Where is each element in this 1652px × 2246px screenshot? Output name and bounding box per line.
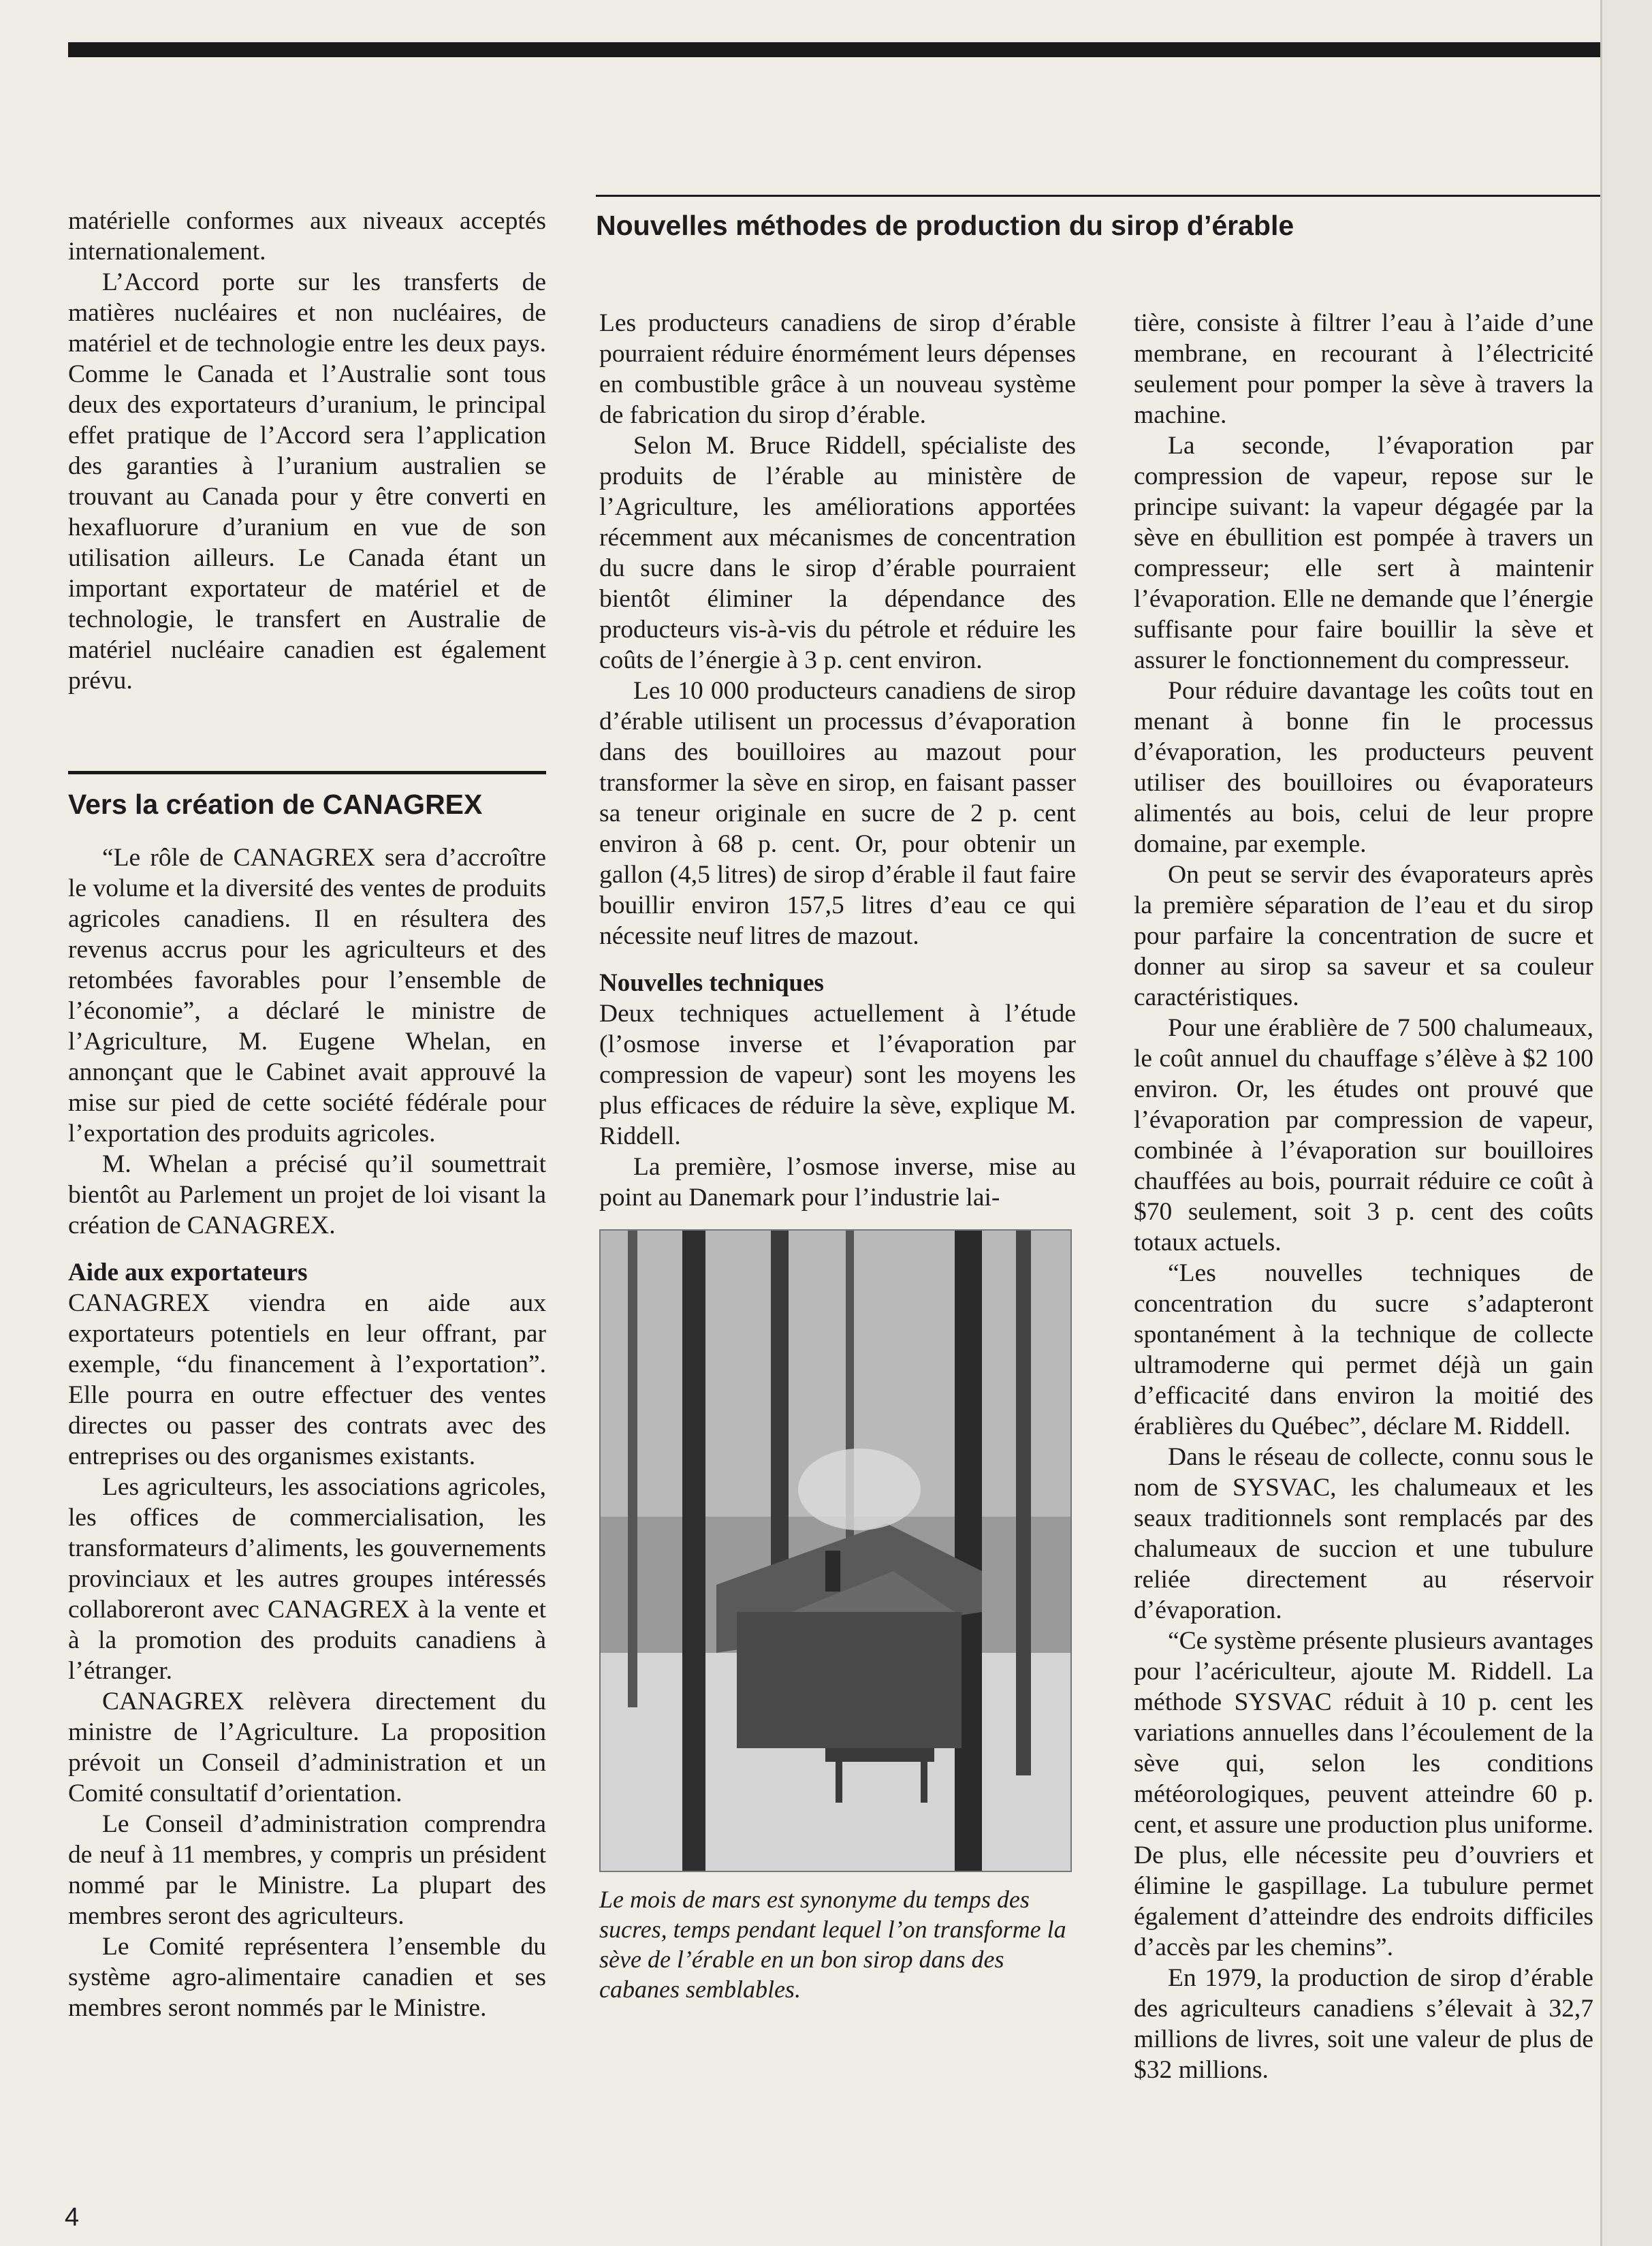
canagrex-paragraph: Les agriculteurs, les associations agricoles, les offices de commercialisation, les transformateurs d’aliments, les gouvernements provinciaux et les autres groupes intéressés collaboreront avec CANAGREX à la vente et à la promotion des produits canadiens à l’étranger. [68,1473,546,1685]
sirop-paragraph: La première, l’osmose inverse, mise au point au Danemark pour l’industrie lai- [599,1153,1076,1212]
sugar-shack-illustration [601,1231,1070,1871]
canagrex-subhead: Aide aux exportateurs [68,1259,308,1286]
sirop-paragraph: Pour réduire davantage les coûts tout en menant à bonne fin le processus d’évaporation, les producteurs peuvent utiliser des bouilloires ou évaporateurs alimentés au bois, celui de leur propre domaine, par exemple. [1134,677,1593,858]
sirop-paragraph: La seconde, l’évaporation par compression de vapeur, repose sur le principe suivant: la vapeur dégagée par la sève en ébullition est pompée à travers un compresseur; elle sert à maintenir l’évaporation. Elle ne demande que l’énergie suffisante pour faire bouillir la sève et assurer le fonctionnement du compresseur. [1134,432,1593,674]
canagrex-paragraph: “Le rôle de CANAGREX sera d’accroître le volume et la diversité des ventes de produits agricoles canadiens. Il en résultera des revenus accrus pour les agriculteurs et des retombées favorables pour l’ensemble de l’économie”, a déclaré le ministre de l’Agriculture, M. Eugene Whelan, en annonçant que le Cabinet avait approuvé la mise sur pied de cette société fédérale pour l’exportation des produits agricoles. [68,844,546,1148]
sirop-paragraph: En 1979, la production de sirop d’érable des agriculteurs canadiens s’élevait à 32,7 millions de livres, soit une valeur de plus de $32 millions. [1134,1964,1593,2084]
sirop-paragraph: Selon M. Bruce Riddell, spécialiste des produits de l’érable au ministère de l’Agriculture, les améliorations apportées récemment aux mécanismes de concentration du sucre dans le sirop d’érable pourraient bientôt éliminer la dépendance des producteurs vis-à-vis du pétrole et réduire les coûts de l’énergie à 3 p. cent environ. [599,432,1076,674]
sirop-paragraph: “Les nouvelles techniques de concentration du sucre s’adapteront spontanément à la technique de collecte ultramoderne qui permet déjà un gain d’efficacité dans environ la moitié des érablières du Québec”, déclare M. Riddell. [1134,1259,1593,1440]
intro-paragraph: matérielle conformes aux niveaux acceptés internationalement. [68,207,546,266]
canagrex-paragraph: CANAGREX viendra en aide aux exportateurs potentiels en leur offrant, par exemple, “du financement à l’exportation”. Elle pourra en outre effectuer des ventes directes ou passer des contrats avec des entreprises ou des organismes existants. [68,1289,546,1470]
section-rule [68,771,546,774]
left-column [68,206,546,2023]
sirop-paragraph: Deux techniques actuellement à l’étude (l’osmose inverse et l’évaporation par compression de vapeur) sont les moyens les plus efficaces de réduire la sève, explique M. Riddell. [599,1000,1076,1150]
sirop-paragraph: Les 10 000 producteurs canadiens de sirop d’érable utilisent un processus d’évaporation dans des bouilloires au mazout pour transformer la sève en sirop, en faisant passer sa teneur originale en sucre de 2 p. cent environ à 68 p. cent. Or, pour obtenir un gallon (4,5 litres) de sirop d’érable il faut faire bouillir environ 157,5 litres d’eau ce qui nécessite neuf litres de mazout. [599,677,1076,950]
sirop-column-2 [1134,308,1593,2085]
sirop-paragraph: On peut se servir des évaporateurs après la première séparation de l’eau et du sirop pour parfaire la concentration de sucre et donner au sirop sa saveur et sa couleur caractéristiques. [1134,861,1593,1011]
sirop-subhead: Nouvelles techniques [599,969,824,997]
section-rule [596,195,1600,197]
page-number: 4 [65,2203,80,2232]
sirop-header [596,195,1600,242]
intro-section [68,206,546,696]
header-rule [68,42,1600,57]
sirop-column-1 [599,308,1076,2004]
sirop-paragraph: “Ce système présente plusieurs avantages pour l’acériculteur, ajoute M. Riddell. La méthode SYSVAC réduit à 10 p. cent les variations annuelles dans l’écoulement de la sève qui, selon les conditions météorologiques, peuvent atteindre 60 p. cent, et assure une production plus uniforme. De plus, elle nécessite peu d’ouvriers et élimine le gaspillage. La tubulure permet également d’atteindre des endroits difficiles d’accès par les chemins”. [1134,1627,1593,1961]
adjacent-page-edge [1600,0,1652,2246]
sirop-headline: Nouvelles méthodes de production du sirop d’érable [596,210,1294,241]
canagrex-paragraph: Le Comité représentera l’ensemble du système agro-alimentaire canadien et ses membres seront nommés par le Ministre. [68,1933,546,2022]
intro-paragraph: L’Accord porte sur les transferts de matières nucléaires et non nucléaires, de matériel et de technologie entre les deux pays. Comme le Canada et l’Australie sont tous deux des exportateurs d’uranium, le principal effet pratique de l’Accord sera l’application des garanties à l’uranium australien se trouvant au Canada pour y être converti en hexafluorure d’uranium en vue de son utilisation ailleurs. Le Canada étant un important exportateur de matériel et de technologie, le transfert en Australie de matériel nucléaire canadien est également prévu. [68,268,546,695]
sirop-paragraph: tière, consiste à filtrer l’eau à l’aide d’une membrane, en recourant à l’électricité seulement pour pomper la sève à travers la machine. [1134,309,1593,429]
canagrex-paragraph: M. Whelan a précisé qu’il soumettrait bientôt au Parlement un projet de loi visant la création de CANAGREX. [68,1150,546,1239]
canagrex-paragraph: CANAGREX relèvera directement du ministre de l’Agriculture. La proposition prévoit un Conseil d’administration et un Comité consultatif d’orientation. [68,1688,546,1807]
sirop-paragraph: Dans le réseau de collecte, connu sous le nom de SYSVAC, les chalumeaux et les seaux traditionnels sont remplacés par des chalumeaux de succion et une tubulure reliée directement au réservoir d’évaporation. [1134,1443,1593,1624]
canagrex-headline: Vers la création de CANAGREX [68,789,483,820]
sugar-shack-photo [599,1229,1072,1872]
canagrex-paragraph: Le Conseil d’administration comprendra de neuf à 11 membres, y compris un président nommé par le Ministre. La plupart des membres seront des agriculteurs. [68,1810,546,1930]
sirop-paragraph: Pour une érablière de 7 500 chalumeaux, le coût annuel du chauffage s’élève à $2 100 environ. Or, les études ont prouvé que l’évaporation par compression de vapeur, combinée à l’évaporation sur bouilloires chauffées au bois, pourrait réduire ce coût à $70 seulement, soit 3 p. cent des coûts totaux actuels. [1134,1014,1593,1256]
sirop-paragraph: Les producteurs canadiens de sirop d’érable pourraient réduire énormément leurs dépenses en combustible grâce à un nouveau système de fabrication du sirop d’érable. [599,309,1076,429]
photo-caption: Le mois de mars est synonyme du temps des sucres, temps pendant lequel l’on transforme la sève de l’érable en un bon sirop dans des cabanes semblables. [599,1886,1066,2003]
